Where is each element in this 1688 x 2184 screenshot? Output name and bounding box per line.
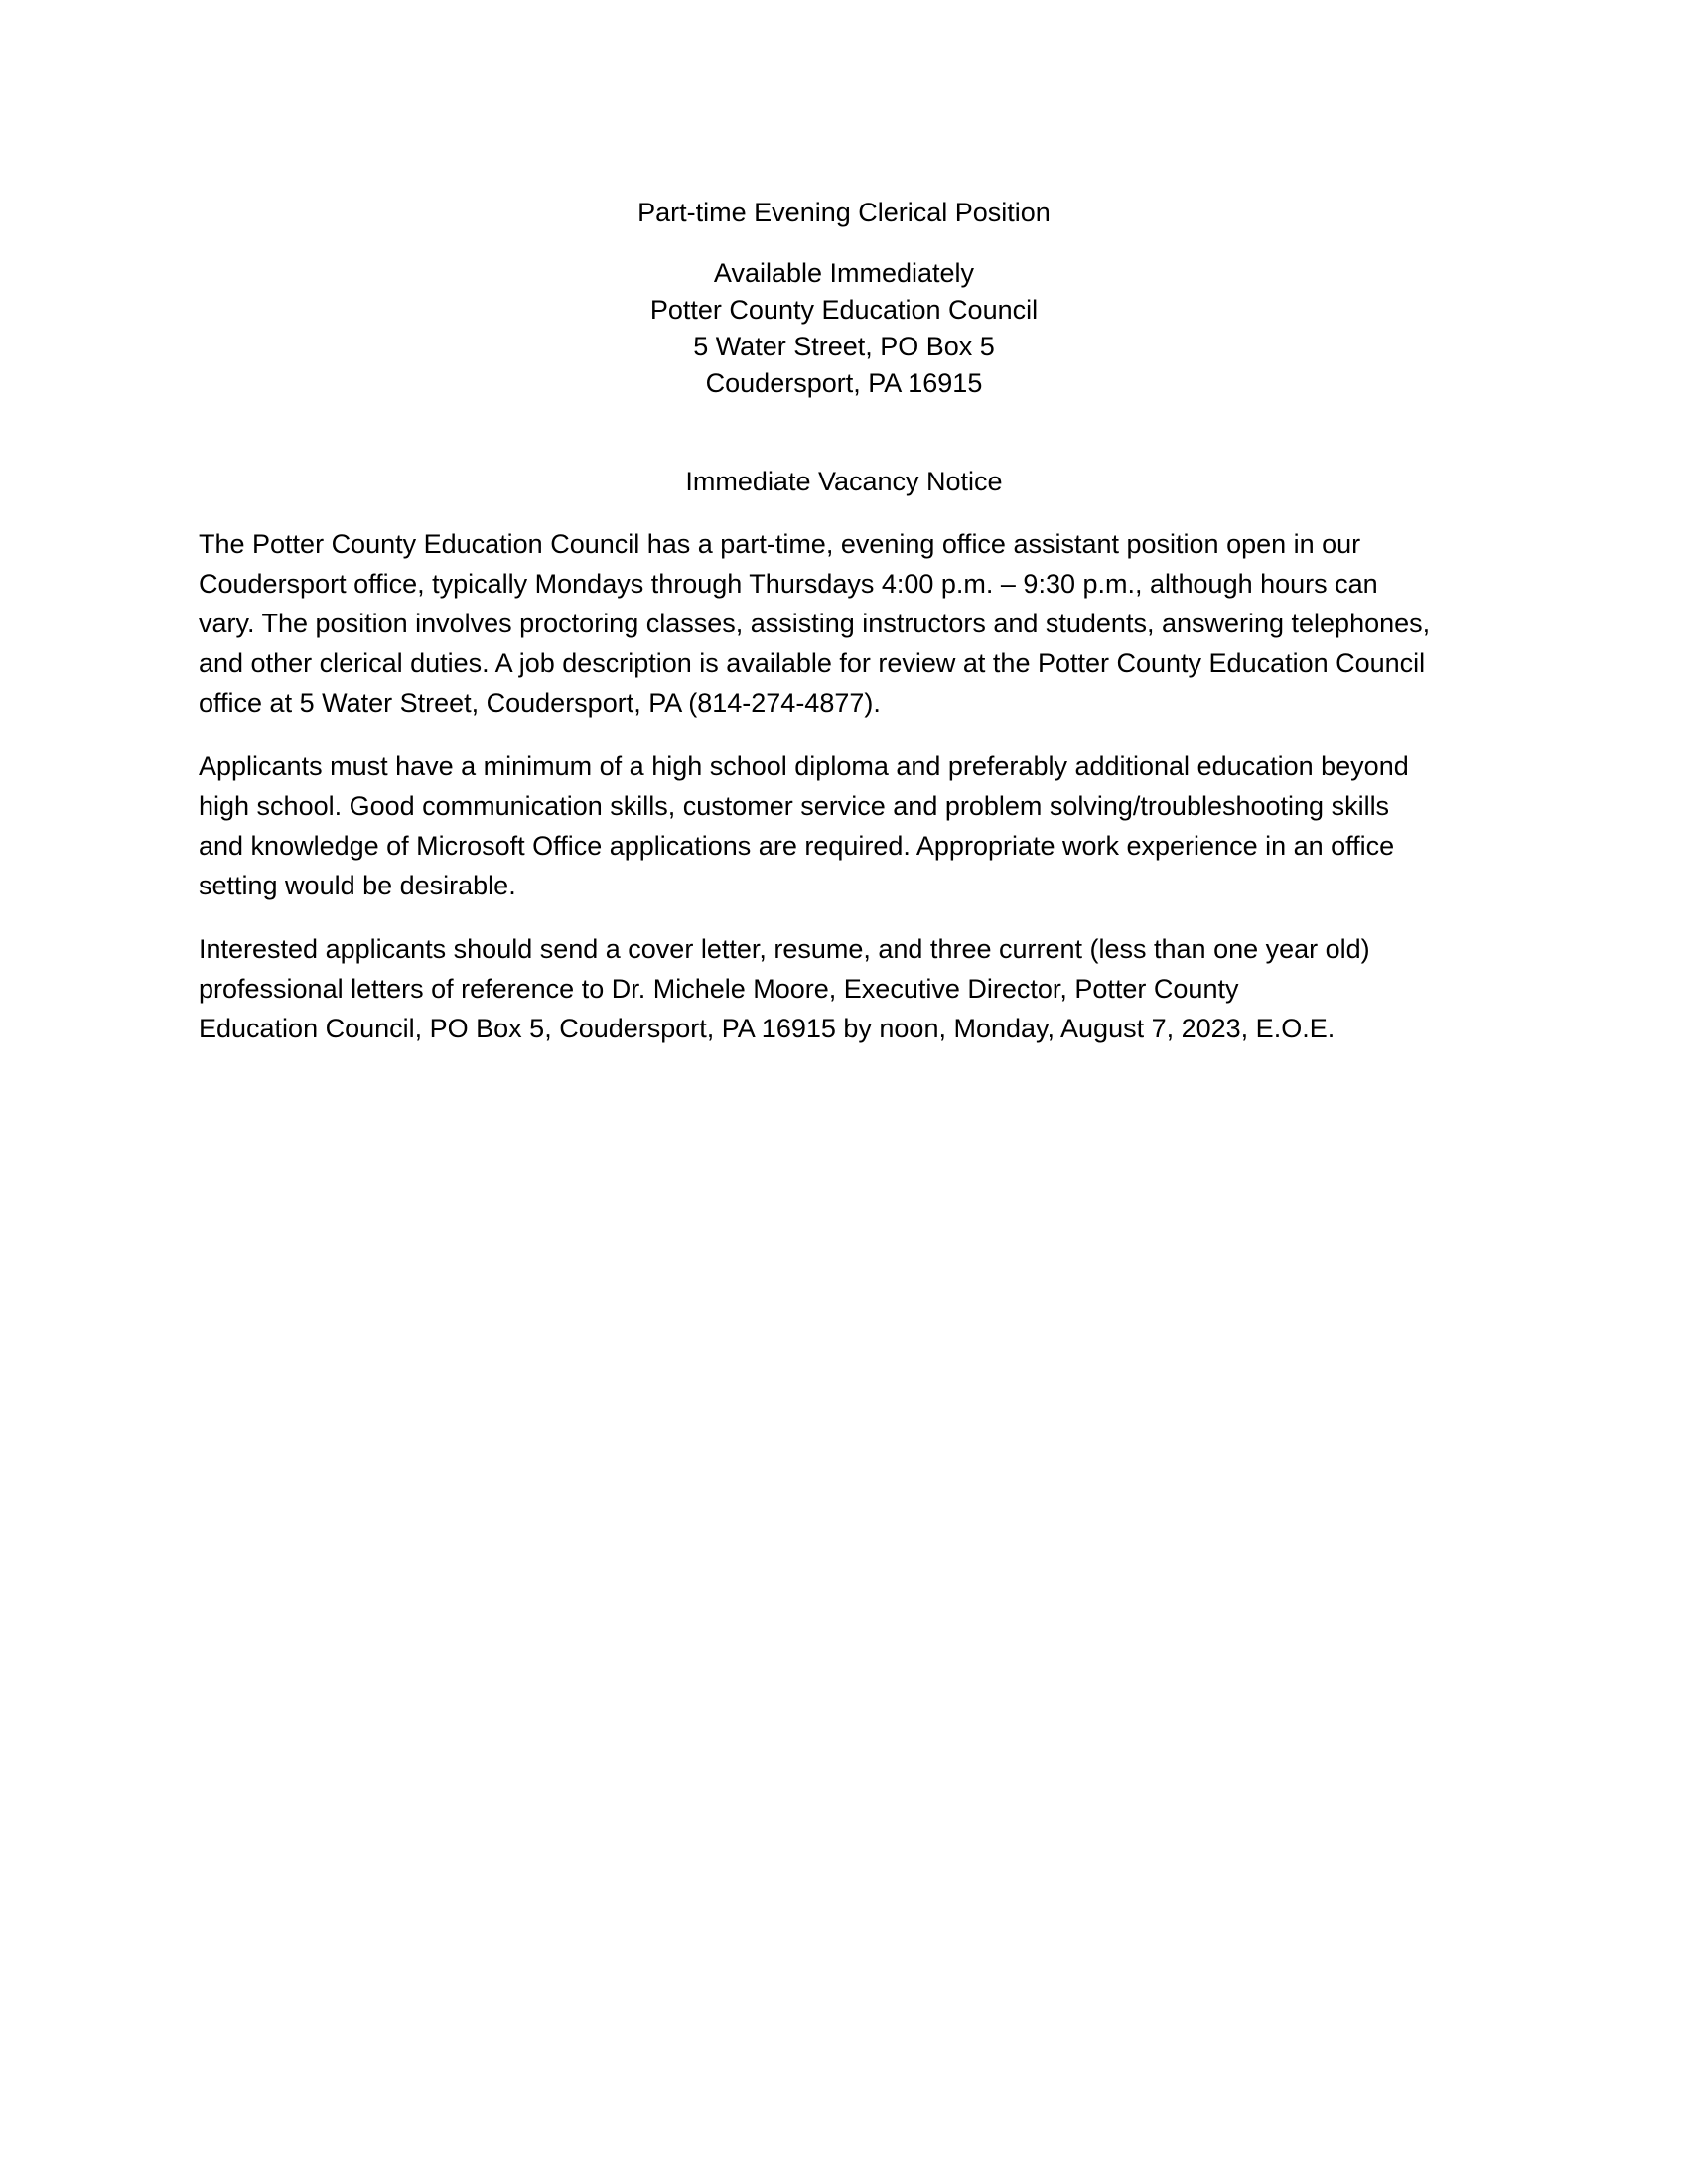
- paragraph-line: Interested applicants should send a cover letter, resume, and three current (less than one year old): [199, 934, 1370, 964]
- paragraph-line: vary. The position involves proctoring classes, assisting instructors and students, answering telephones,: [199, 609, 1431, 638]
- paragraph-line: professional letters of reference to Dr. Michele Moore, Executive Director, Potter County: [199, 974, 1239, 1004]
- position-description-paragraph: [199, 524, 1489, 723]
- application-instructions-paragraph: [199, 929, 1489, 1048]
- paragraph-line: setting would be desirable.: [199, 871, 516, 900]
- paragraph-line: Education Council, PO Box 5, Coudersport, PA 16915 by noon, Monday, August 7, 2023, E.O.E.: [199, 1014, 1336, 1043]
- organization-name: Potter County Education Council: [649, 295, 1039, 325]
- paragraph-line: Coudersport office, typically Mondays through Thursdays 4:00 p.m. – 9:30 p.m., although hours can: [199, 569, 1378, 599]
- paragraph-line: office at 5 Water Street, Coudersport, PA (814-274-4877).: [199, 688, 881, 718]
- availability-line: Available Immediately: [713, 258, 975, 288]
- paragraph-line: Applicants must have a minimum of a high school diploma and preferably additional education beyond: [199, 751, 1409, 781]
- requirements-paragraph: [199, 747, 1489, 905]
- address-block: [199, 255, 1489, 402]
- document-title: Part-time Evening Clerical Position: [637, 198, 1051, 227]
- paragraph-line: The Potter County Education Council has a part-time, evening office assistant position open in our: [199, 529, 1361, 559]
- document-content: [199, 195, 1489, 1072]
- paragraph-line: and knowledge of Microsoft Office applications are required. Appropriate work experience in an office: [199, 831, 1395, 861]
- notice-heading: Immediate Vacancy Notice: [685, 467, 1003, 496]
- city-state-zip: Coudersport, PA 16915: [705, 368, 983, 398]
- paragraph-line: high school. Good communication skills, customer service and problem solving/troubleshooting skills: [199, 791, 1390, 821]
- street-address: 5 Water Street, PO Box 5: [693, 332, 995, 361]
- paragraph-line: and other clerical duties. A job description is available for review at the Potter County Education Council: [199, 648, 1426, 678]
